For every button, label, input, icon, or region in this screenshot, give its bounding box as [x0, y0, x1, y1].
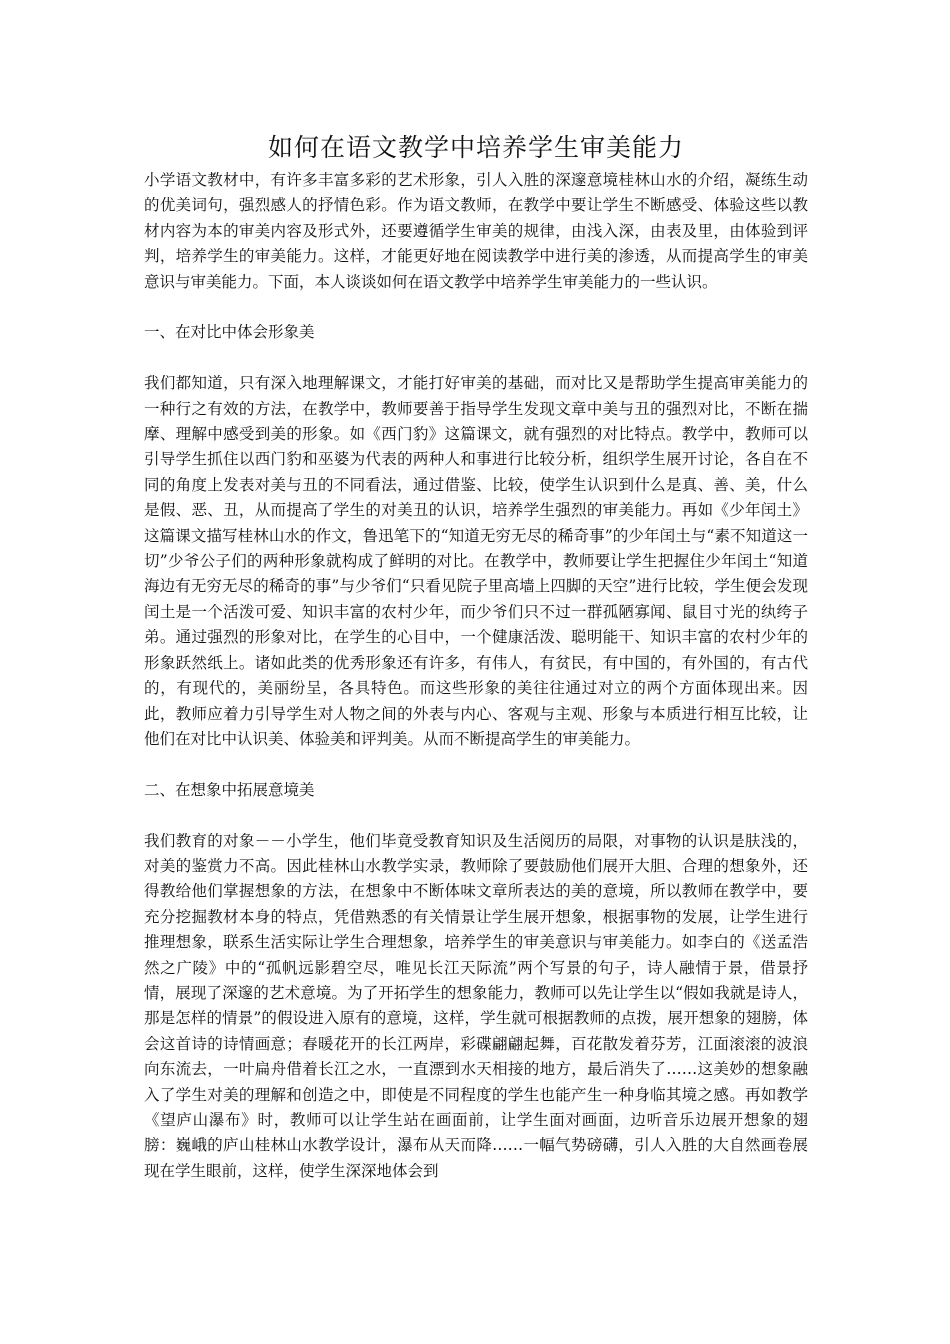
section-body-2: 我们教育的对象－－小学生，他们毕竟受教育知识及生活阅历的局限，对事物的认识是肤浅的，对美的鉴赏力不高。因此桂林山水教学实录，教师除了要鼓励他们展开大胆、合理的想象外，还得教给他们掌握想象的方法，在想象中不断体味文章所表达的美的意境，所以教师在教学中，要充分挖掘教材本身的特点，凭借熟悉的有关情景让学生展开想象，根据事物的发展，让学生进行推理想象，联系生活实际让学生合理想象，培养学生的审美意识与审美能力。如李白的《送孟浩然之广陵》中的“孤帆远影碧空尽，唯见长江天际流”两个写景的句子，诗人融情于景，借景抒情，展现了深邃的艺术意境。为了开拓学生的想象能力，教师可以先让学生以“假如我就是诗人，那是怎样的情景”的假设进入原有的意境，这样，学生就可根据教师的点拨，展开想象的翅膀，体会这首诗的诗情画意；春暖花开的长江两岸，彩碟翩翩起舞，百花散发着芬芳，江面滚滚的波浪向东流去，一叶扁舟借着长江之水，一直漂到水天相接的地方，最后消失了……这美妙的想象融入了学生对美的理解和创造之中，即使是不同程度的学生也能产生一种身临其境之感。再如教学《望庐山瀑布》时，教师可以让学生站在画面前，让学生面对画面，边听音乐边展开想象的翅膀：巍峨的庐山桂林山水教学设计，瀑布从天而降……一幅气势磅礴，引人入胜的大自然画卷展现在学生眼前，这样，使学生深深地体会到: [144, 831, 808, 1180]
section-heading-2: 二、在想象中拓展意境美: [144, 780, 315, 799]
section-body-1: 我们都知道，只有深入地理解课文，才能打好审美的基础，而对比又是帮助学生提高审美能力的一种行之有效的方法，在教学中，教师要善于指导学生发现文章中美与丑的强烈对比，不断在揣摩、理解中感受到美的形象。如《西门豹》这篇课文，就有强烈的对比特点。教学中，教师可以引导学生抓住以西门豹和巫婆为代表的两种人和事进行比较分析，组织学生展开讨论，各自在不同的角度上发表对美与丑的不同看法，通过借鉴、比较，使学生认识到什么是真、善、美，什么是假、恶、丑，从而提高了学生的对美丑的认识，培养学生强烈的审美能力。再如《少年闰土》这篇课文描写桂林山水的作文，鲁迅笔下的“知道无穷无尽的稀奇事”的少年闰土与“素不知道这一切”少爷公子们的两种形象就构成了鲜明的对比。在教学中，教师要让学生把握住少年闰土“知道海边有无穷无尽的稀奇的事”与少爷们“只看见院子里高墙上四脚的天空”进行比较，学生便会发现闰土是一个活泼可爱、知识丰富的农村少年，而少爷们只不过一群孤陋寡闻、鼠目寸光的纨绔子弟。通过强烈的形象对比，在学生的心目中，一个健康活泼、聪明能干、知识丰富的农村少年的形象跃然纸上。诸如此类的优秀形象还有许多，有伟人，有贫民，有中国的，有外国的，有古代的，有现代的，美丽纷呈，各具特色。而这些形象的美往往通过对立的两个方面体现出来。因此，教师应着力引导学生对人物之间的外表与内心、客观与主观、形象与本质进行相互比较，让他们在对比中认识美、体验美和评判美。从而不断提高学生的审美能力。: [144, 374, 808, 748]
document-page: [144, 128, 808, 1184]
document-title: 如何在语文教学中培养学生审美能力: [267, 133, 684, 162]
paragraph-spacer: [144, 803, 808, 828]
paragraph-spacer: [144, 752, 808, 777]
intro-paragraph: 小学语文教材中，有许多丰富多彩的艺术形象，引人入胜的深邃意境桂林山水的介绍，凝练生动的优美词句，强烈感人的抒情色彩。作为语文教师，在教学中要让学生不断感受、体验这些以教材内容为本的审美内容及形式外，还要遵循学生审美的规律，由浅入深，由表及里，由体验到评判，培养学生的审美能力。这样，才能更好地在阅读教学中进行美的渗透，从而提高学生的审美意识与审美能力。下面，本人谈谈如何在语文教学中培养学生审美能力的一些认识。: [144, 171, 808, 291]
paragraph-spacer: [144, 295, 808, 320]
paragraph-spacer: [144, 346, 808, 371]
section-heading-1: 一、在对比中体会形象美: [144, 323, 315, 342]
